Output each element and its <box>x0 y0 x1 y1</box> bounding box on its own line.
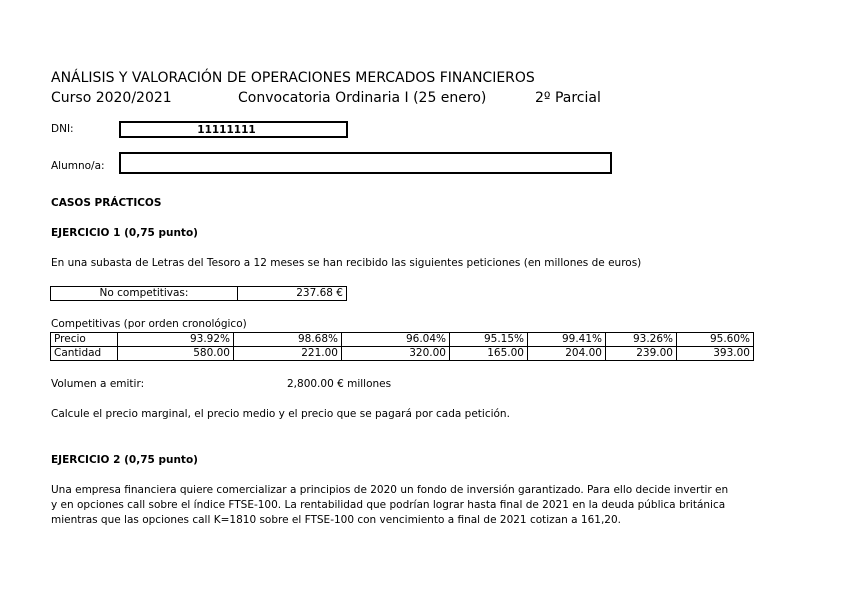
table-cell: 93.26% <box>606 333 677 347</box>
dni-value: 11111111 <box>197 124 256 136</box>
noncomp-value: 237.68 € <box>238 287 347 301</box>
table-cell: 95.15% <box>450 333 528 347</box>
volume-label: Volumen a emitir: <box>51 378 145 390</box>
ex1-title: EJERCICIO 1 (0,75 punto) <box>51 227 198 239</box>
ex1-intro: En una subasta de Letras del Tesoro a 12 meses se han recibido las siguientes peticiones (en millones de euros) <box>51 257 642 269</box>
part-label: 2º Parcial <box>535 90 601 106</box>
ex2-line-3: mientras que las opciones call K=1810 sobre el FTSE-100 con vencimiento a final de 2021 cotizan a 161,20. <box>51 514 621 526</box>
table-cell: 165.00 <box>450 347 528 361</box>
table-cell: 221.00 <box>234 347 342 361</box>
noncompetitive-table <box>50 286 347 301</box>
table-cell: 580.00 <box>118 347 234 361</box>
course-label: Curso 2020/2021 <box>51 90 172 106</box>
table-cell: 239.00 <box>606 347 677 361</box>
noncomp-label: No competitivas: <box>51 287 238 301</box>
table-row <box>51 347 754 361</box>
volume-value: 2,800.00 € millones <box>287 378 392 390</box>
student-field[interactable] <box>119 152 612 174</box>
ex2-title: EJERCICIO 2 (0,75 punto) <box>51 454 198 466</box>
section-title: CASOS PRÁCTICOS <box>51 197 162 209</box>
dni-label: DNI: <box>51 123 74 135</box>
table-cell: 93.92% <box>118 333 234 347</box>
competitive-table <box>50 332 754 361</box>
row-label-price: Precio <box>51 333 118 347</box>
table-cell: 98.68% <box>234 333 342 347</box>
table-cell: 320.00 <box>342 347 450 361</box>
table-cell: 95.60% <box>677 333 754 347</box>
student-label: Alumno/a: <box>51 160 105 172</box>
table-cell: 393.00 <box>677 347 754 361</box>
table-cell: 204.00 <box>528 347 606 361</box>
ex1-question: Calcule el precio marginal, el precio medio y el precio que se pagará por cada petición. <box>51 408 510 420</box>
call-label: Convocatoria Ordinaria I (25 enero) <box>238 90 487 106</box>
table-row <box>51 333 754 347</box>
ex2-line-2: y en opciones call sobre el índice FTSE-100. La rentabilidad que podrían lograr hasta final de 2021 en la deuda pública británica <box>51 499 726 511</box>
row-label-quantity: Cantidad <box>51 347 118 361</box>
competitive-caption: Competitivas (por orden cronológico) <box>51 318 247 330</box>
exam-title: ANÁLISIS Y VALORACIÓN DE OPERACIONES MERCADOS FINANCIEROS <box>51 70 535 86</box>
table-cell: 99.41% <box>528 333 606 347</box>
ex2-line-1: Una empresa financiera quiere comercializar a principios de 2020 un fondo de inversión garantizado. Para ello decide invertir en <box>51 484 729 496</box>
table-cell: 96.04% <box>342 333 450 347</box>
dni-field[interactable] <box>119 121 348 138</box>
